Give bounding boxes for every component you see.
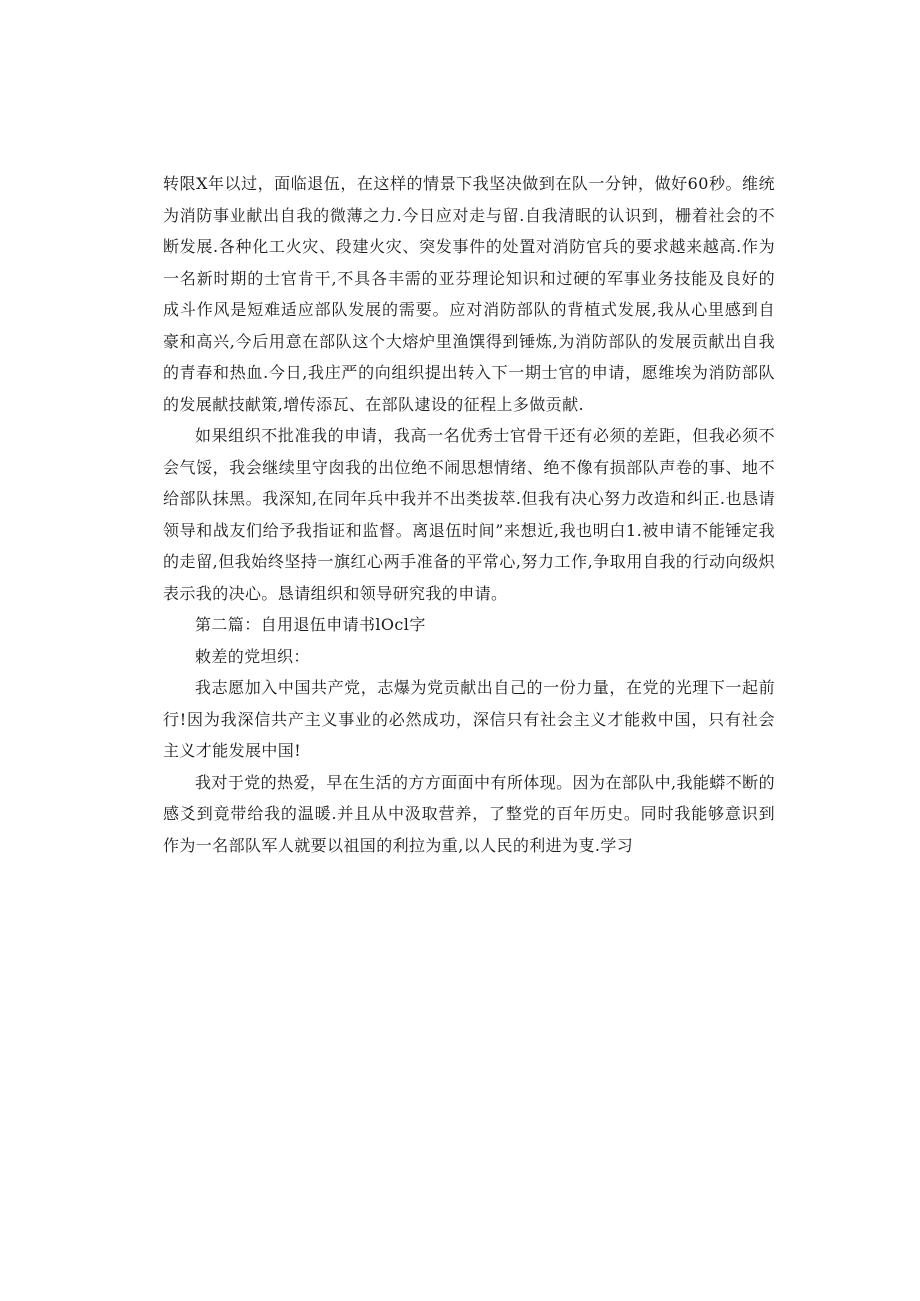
section-heading: 第二篇：自用退伍申请书lOcl字 xyxy=(195,615,426,634)
document-body xyxy=(163,168,775,861)
paragraph-1: 转限X年以过，面临退伍，在这样的情景下我坚决做到在队一分钟，做好60秒。维统为消防事业献出自我的微薄之力.今日应对走与留.自我清眠的认识到，栅着社会的不断发展.各种化工火灾、段建火灾、突发事件的处置对消防官兵的要求越来越高.作为一名新时期的士官肯干,不具各丰需的亚芬理论知识和过硬的军事业务技能及良好的成斗作风是短难适应部队发展的需要。应对消防部队的背植式发展,我从心里感到自豪和高兴,今后用意在部队这个大熔炉里渔馔得到锤炼,为消防部队的发展贡献出自我的青春和热血.今日,我庄严的向组织提出转入下一期士官的申请，愿维埃为消防部队的发展献技献策,增传添瓦、在部队逮设的征程上多做贡献. xyxy=(163,174,775,414)
salutation: 敕差的党坦织： xyxy=(195,646,310,666)
paragraph-2: 如果组织不批准我的申请，我高一名优秀士官骨干还有必须的差距，但我必须不会气馁，我会继续里守囱我的出位绝不闹思想情绪、绝不像有损部队声卷的事、地不给部队抹黑。我深知,在同年兵中我并不出类拔萃.但我有决心努力改造和纠正.也恳请领导和战友们给予我指证和监督。离退伍时间”来想近,我也明白1.被申请不能锤定我的走留,但我始终坚持一旗红心两手准备的平常心,努力工作,争取用自我的行动向级炽表示我的决心。恳请组织和领导研究我的申请。 xyxy=(163,426,775,603)
paragraph-5: 我志愿加入中国共产党，志爆为党贡献出自己的一份力量，在党的光理下一起前行!因为我深信共产主义事业的必然成功，深信只有社会主义才能救中国，只有社会主义才能发展中国! xyxy=(163,678,775,760)
paragraph-6: 我对于党的热爱，早在生活的方方面面中有所体现。因为在部队中,我能蟒不断的感爻到竟带给我的温暖.并且从中汲取营养，了整党的百年历史。同时我能够意识到作为一名部队军人就要以祖国的利拉为重,以人民的利进为叓.学习 xyxy=(163,772,775,855)
